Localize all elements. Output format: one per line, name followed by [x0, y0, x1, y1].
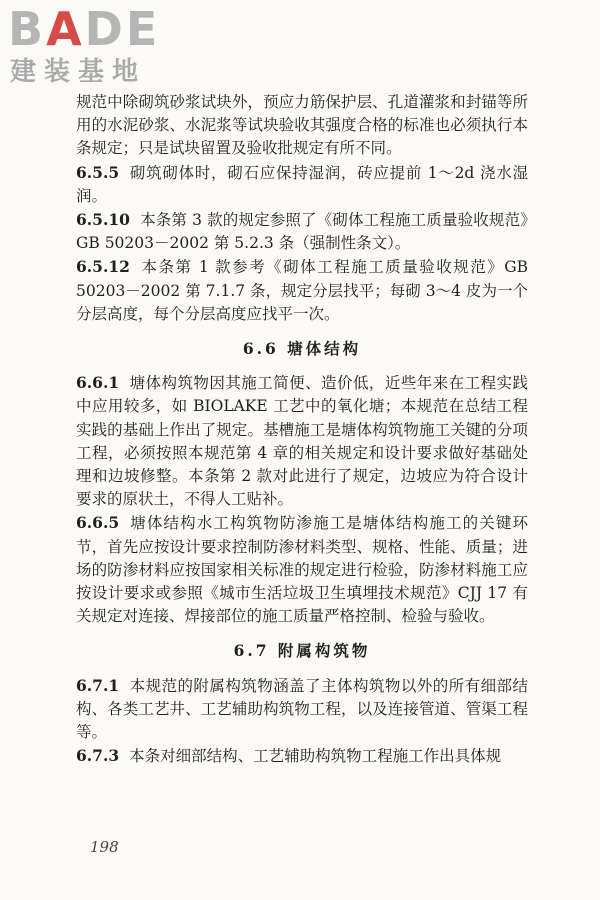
clause-number: 6.7.1	[76, 675, 120, 695]
logo-wordmark: BADE	[8, 2, 161, 56]
clause-6-7-3: 6.7.3 本条对细部结构、工艺辅助构筑物工程施工作出具体规	[76, 746, 502, 766]
clause-6-6-1: 6.6.1 塘体构筑物因其施工简便、造价低，近些年来在工程实践中应用较多，如 BIOLAKE 工艺中的氧化塘；本规范在总结工程实践的基础上作出了规定。基槽施工是塘体构筑物施工关键的分项工程，必须按照本规范第 4 章的相关规定和设计要求做好基础处理和边坡修整。本条第 2 款对此进行了规定，边坡应为符合设计要求的原状土，不得人工贴补。	[76, 373, 528, 509]
clause-number: 6.7.3	[76, 746, 120, 766]
clause-number: 6.5.5	[76, 162, 120, 182]
clause-6-5-12: 6.5.12 本条第 1 款参考《砌体工程施工质量验收规范》GB 50203－2002 第 7.1.7 条，规定分层找平；每砌 3～4 皮为一个分层高度，每个分层高度应找平一次。	[76, 257, 528, 323]
page-number: 198	[90, 838, 119, 856]
clause-6-7-1: 6.7.1 本规范的附属构筑物涵盖了主体构筑物以外的所有细部结构、各类工艺井、工艺辅助构筑物工程，以及连接管道、管渠工程等。	[76, 675, 528, 742]
section-heading-6-7: 6.7 附属构筑物	[233, 641, 371, 661]
clause-number: 6.6.1	[76, 373, 120, 393]
clause-6-5-5: 6.5.5 砌筑砌体时，砌石应保持湿润，砖应提前 1～2d 浇水湿润。	[76, 162, 528, 205]
document-page	[76, 91, 528, 768]
logo-subtitle: 建装基地	[10, 57, 147, 87]
bade-logo	[8, 4, 178, 92]
clause-number: 6.5.10	[76, 210, 130, 230]
clause-number: 6.5.12	[76, 257, 130, 277]
paragraph-continuation: 规范中除砌筑砂浆试块外，预应力筋保护层、孔道灌浆和封锚等所用的水泥砂浆、水泥浆等试块验收其强度合格的标准也必须执行本条规定；只是试块留置及验收批规定有所不同。	[76, 93, 528, 158]
section-heading-6-6: 6.6 塘体结构	[242, 339, 362, 359]
clause-6-6-5: 6.6.5 塘体结构水工构筑物防渗施工是塘体结构施工的关键环节，首先应按设计要求控制防渗材料类型、规格、性能、质量；进场的防渗材料应按国家相关标准的规定进行检验，防渗材料施工应按设计要求或参照《城市生活垃圾卫生填埋技术规范》CJJ 17 有关规定对连接、焊接部位的施工质量严格控制、检验与验收。	[76, 513, 528, 626]
clause-number: 6.6.5	[76, 513, 120, 533]
clause-6-5-10: 6.5.10 本条第 3 款的规定参照了《砌体工程施工质量验收规范》GB 50203－2002 第 5.2.3 条（强制性条文）。	[76, 210, 528, 253]
